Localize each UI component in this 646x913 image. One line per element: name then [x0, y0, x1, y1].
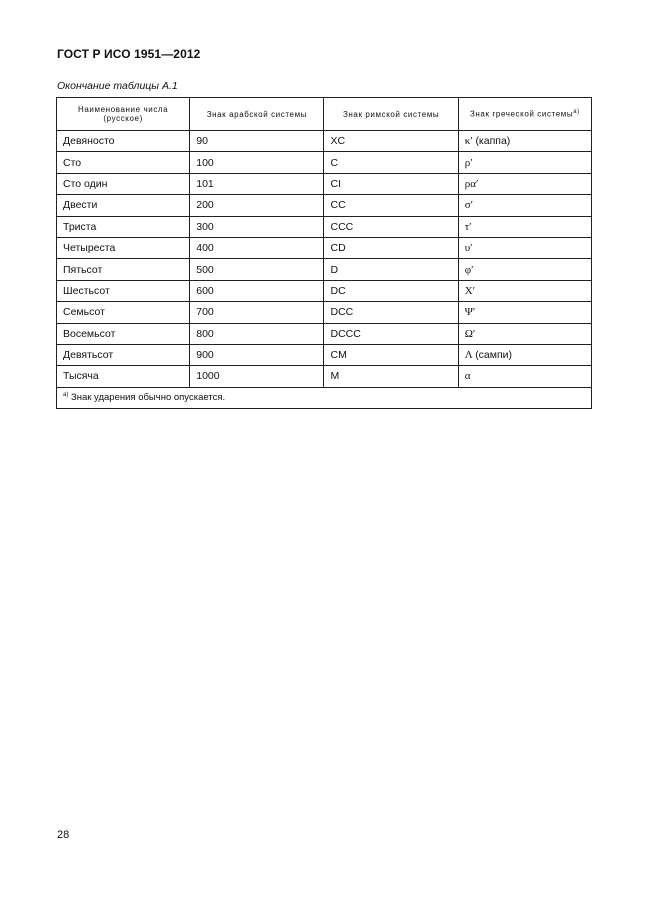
cell-russian-name	[57, 216, 190, 237]
table-row	[57, 216, 592, 237]
cell-arabic	[190, 216, 324, 237]
cell-russian-name-value: Сто	[63, 156, 82, 169]
cell-greek-value: φʹ	[464, 263, 474, 276]
cell-roman-value: DCC	[330, 306, 354, 319]
cell-greek	[458, 280, 591, 301]
numerals-table	[56, 97, 592, 409]
document-header: ГОСТ Р ИСО 1951—2012	[57, 47, 201, 61]
cell-russian-name-value: Сто один	[63, 177, 108, 190]
cell-russian-name	[57, 344, 190, 365]
page-number: 28	[57, 829, 70, 841]
cell-russian-name-value: Тысяча	[63, 370, 99, 383]
table-row	[57, 344, 592, 365]
cell-greek-value: υʹ	[464, 242, 473, 255]
table-row	[57, 237, 592, 258]
cell-russian-name	[57, 195, 190, 216]
cell-arabic-value: 400	[196, 242, 214, 255]
cell-roman	[324, 152, 458, 173]
cell-russian-name-value: Девяносто	[63, 135, 115, 148]
cell-roman-value: M	[330, 370, 340, 383]
cell-russian-name-value: Пятьсот	[63, 263, 103, 276]
cell-greek-value: σʹ	[464, 199, 474, 212]
cell-roman-value: CC	[330, 199, 346, 212]
cell-greek-note: (каппа)	[475, 135, 511, 148]
cell-greek-value: Ψʹ	[464, 306, 476, 319]
table-row	[57, 366, 592, 387]
footnote-text: Знак ударения обычно опускается.	[70, 392, 226, 404]
cell-arabic	[190, 323, 324, 344]
cell-greek	[458, 366, 591, 387]
header-greek	[458, 98, 591, 131]
cell-greek	[458, 237, 591, 258]
cell-russian-name	[57, 259, 190, 280]
cell-russian-name-value: Девятьсот	[63, 349, 114, 362]
cell-greek-value: κʹ	[464, 135, 473, 148]
cell-greek	[458, 152, 591, 173]
cell-roman	[324, 173, 458, 194]
cell-arabic	[190, 237, 324, 258]
cell-roman	[324, 195, 458, 216]
cell-arabic-value: 700	[196, 306, 214, 319]
cell-roman-value: CI	[330, 177, 341, 190]
cell-russian-name-value: Четыреста	[63, 242, 116, 255]
cell-russian-name	[57, 173, 190, 194]
cell-arabic-value: 1000	[196, 370, 220, 383]
cell-greek	[458, 195, 591, 216]
cell-roman	[324, 237, 458, 258]
header-roman: Знак римской системы	[324, 98, 458, 131]
cell-roman	[324, 323, 458, 344]
footnote-row	[57, 387, 592, 408]
table-row	[57, 195, 592, 216]
table-header-row	[57, 98, 592, 131]
cell-greek	[458, 131, 591, 152]
header-arabic: Знак арабской системы	[190, 98, 324, 131]
cell-arabic	[190, 280, 324, 301]
cell-arabic-value: 200	[196, 199, 214, 212]
cell-russian-name	[57, 366, 190, 387]
cell-greek-value: ραʹ	[464, 177, 479, 190]
table-row	[57, 173, 592, 194]
cell-russian-name-value: Семьсот	[63, 306, 105, 319]
footnote-cell	[57, 387, 592, 408]
cell-greek	[458, 344, 591, 365]
cell-russian-name-value: Восемьсот	[63, 327, 116, 340]
cell-greek-value: Ωʹ	[464, 327, 476, 340]
cell-roman	[324, 302, 458, 323]
table-row	[57, 323, 592, 344]
cell-greek-value: ρʹ	[464, 156, 473, 169]
cell-greek-value: α	[464, 370, 471, 383]
cell-arabic-value: 100	[196, 156, 214, 169]
cell-arabic-value: 900	[196, 349, 214, 362]
cell-russian-name-value: Шестьсот	[63, 284, 110, 297]
cell-roman	[324, 131, 458, 152]
header-greek-label: Знак греческой системы	[469, 109, 574, 119]
cell-roman-value: CM	[330, 349, 347, 362]
cell-arabic	[190, 173, 324, 194]
cell-russian-name	[57, 237, 190, 258]
cell-russian-name	[57, 302, 190, 323]
cell-roman	[324, 366, 458, 387]
cell-greek-value: Λ	[464, 349, 473, 362]
cell-roman-value: DC	[330, 284, 346, 297]
table-caption: Окончание таблицы А.1	[57, 80, 178, 92]
cell-roman	[324, 280, 458, 301]
table-row	[57, 259, 592, 280]
cell-arabic-value: 300	[196, 220, 214, 233]
cell-russian-name	[57, 152, 190, 173]
cell-arabic-value: 500	[196, 263, 214, 276]
cell-roman-value: XC	[330, 135, 346, 148]
cell-roman	[324, 259, 458, 280]
cell-arabic	[190, 366, 324, 387]
cell-arabic-value: 90	[196, 135, 208, 148]
cell-greek	[458, 216, 591, 237]
cell-russian-name	[57, 323, 190, 344]
table-body	[57, 131, 592, 388]
cell-roman-value: CCC	[330, 220, 354, 233]
cell-roman	[324, 344, 458, 365]
table-row	[57, 280, 592, 301]
cell-roman-value: C	[330, 156, 339, 169]
table-row	[57, 152, 592, 173]
cell-arabic	[190, 302, 324, 323]
cell-russian-name	[57, 131, 190, 152]
cell-arabic	[190, 344, 324, 365]
table-row	[57, 302, 592, 323]
cell-arabic-value: 600	[196, 284, 214, 297]
cell-roman	[324, 216, 458, 237]
cell-russian-name-value: Двести	[63, 199, 98, 212]
cell-arabic	[190, 195, 324, 216]
cell-greek-value: Χʹ	[464, 284, 476, 297]
cell-russian-name	[57, 280, 190, 301]
cell-roman-value: DCCC	[330, 327, 361, 340]
cell-roman-value: CD	[330, 242, 346, 255]
cell-russian-name-value: Триста	[63, 220, 97, 233]
cell-greek	[458, 259, 591, 280]
header-footnote-mark: а)	[573, 109, 580, 116]
cell-arabic	[190, 152, 324, 173]
cell-arabic	[190, 259, 324, 280]
cell-greek-note: (сампи)	[475, 349, 513, 362]
footnote-mark: а)	[63, 392, 69, 399]
cell-arabic	[190, 131, 324, 152]
cell-arabic-value: 101	[196, 177, 214, 190]
cell-greek-value: τʹ	[464, 220, 472, 233]
cell-greek	[458, 323, 591, 344]
table-row	[57, 131, 592, 152]
cell-roman-value: D	[330, 263, 339, 276]
cell-greek	[458, 173, 591, 194]
cell-arabic-value: 800	[196, 327, 214, 340]
cell-greek	[458, 302, 591, 323]
header-russian-name: Наименование числа (русское)	[57, 98, 190, 131]
